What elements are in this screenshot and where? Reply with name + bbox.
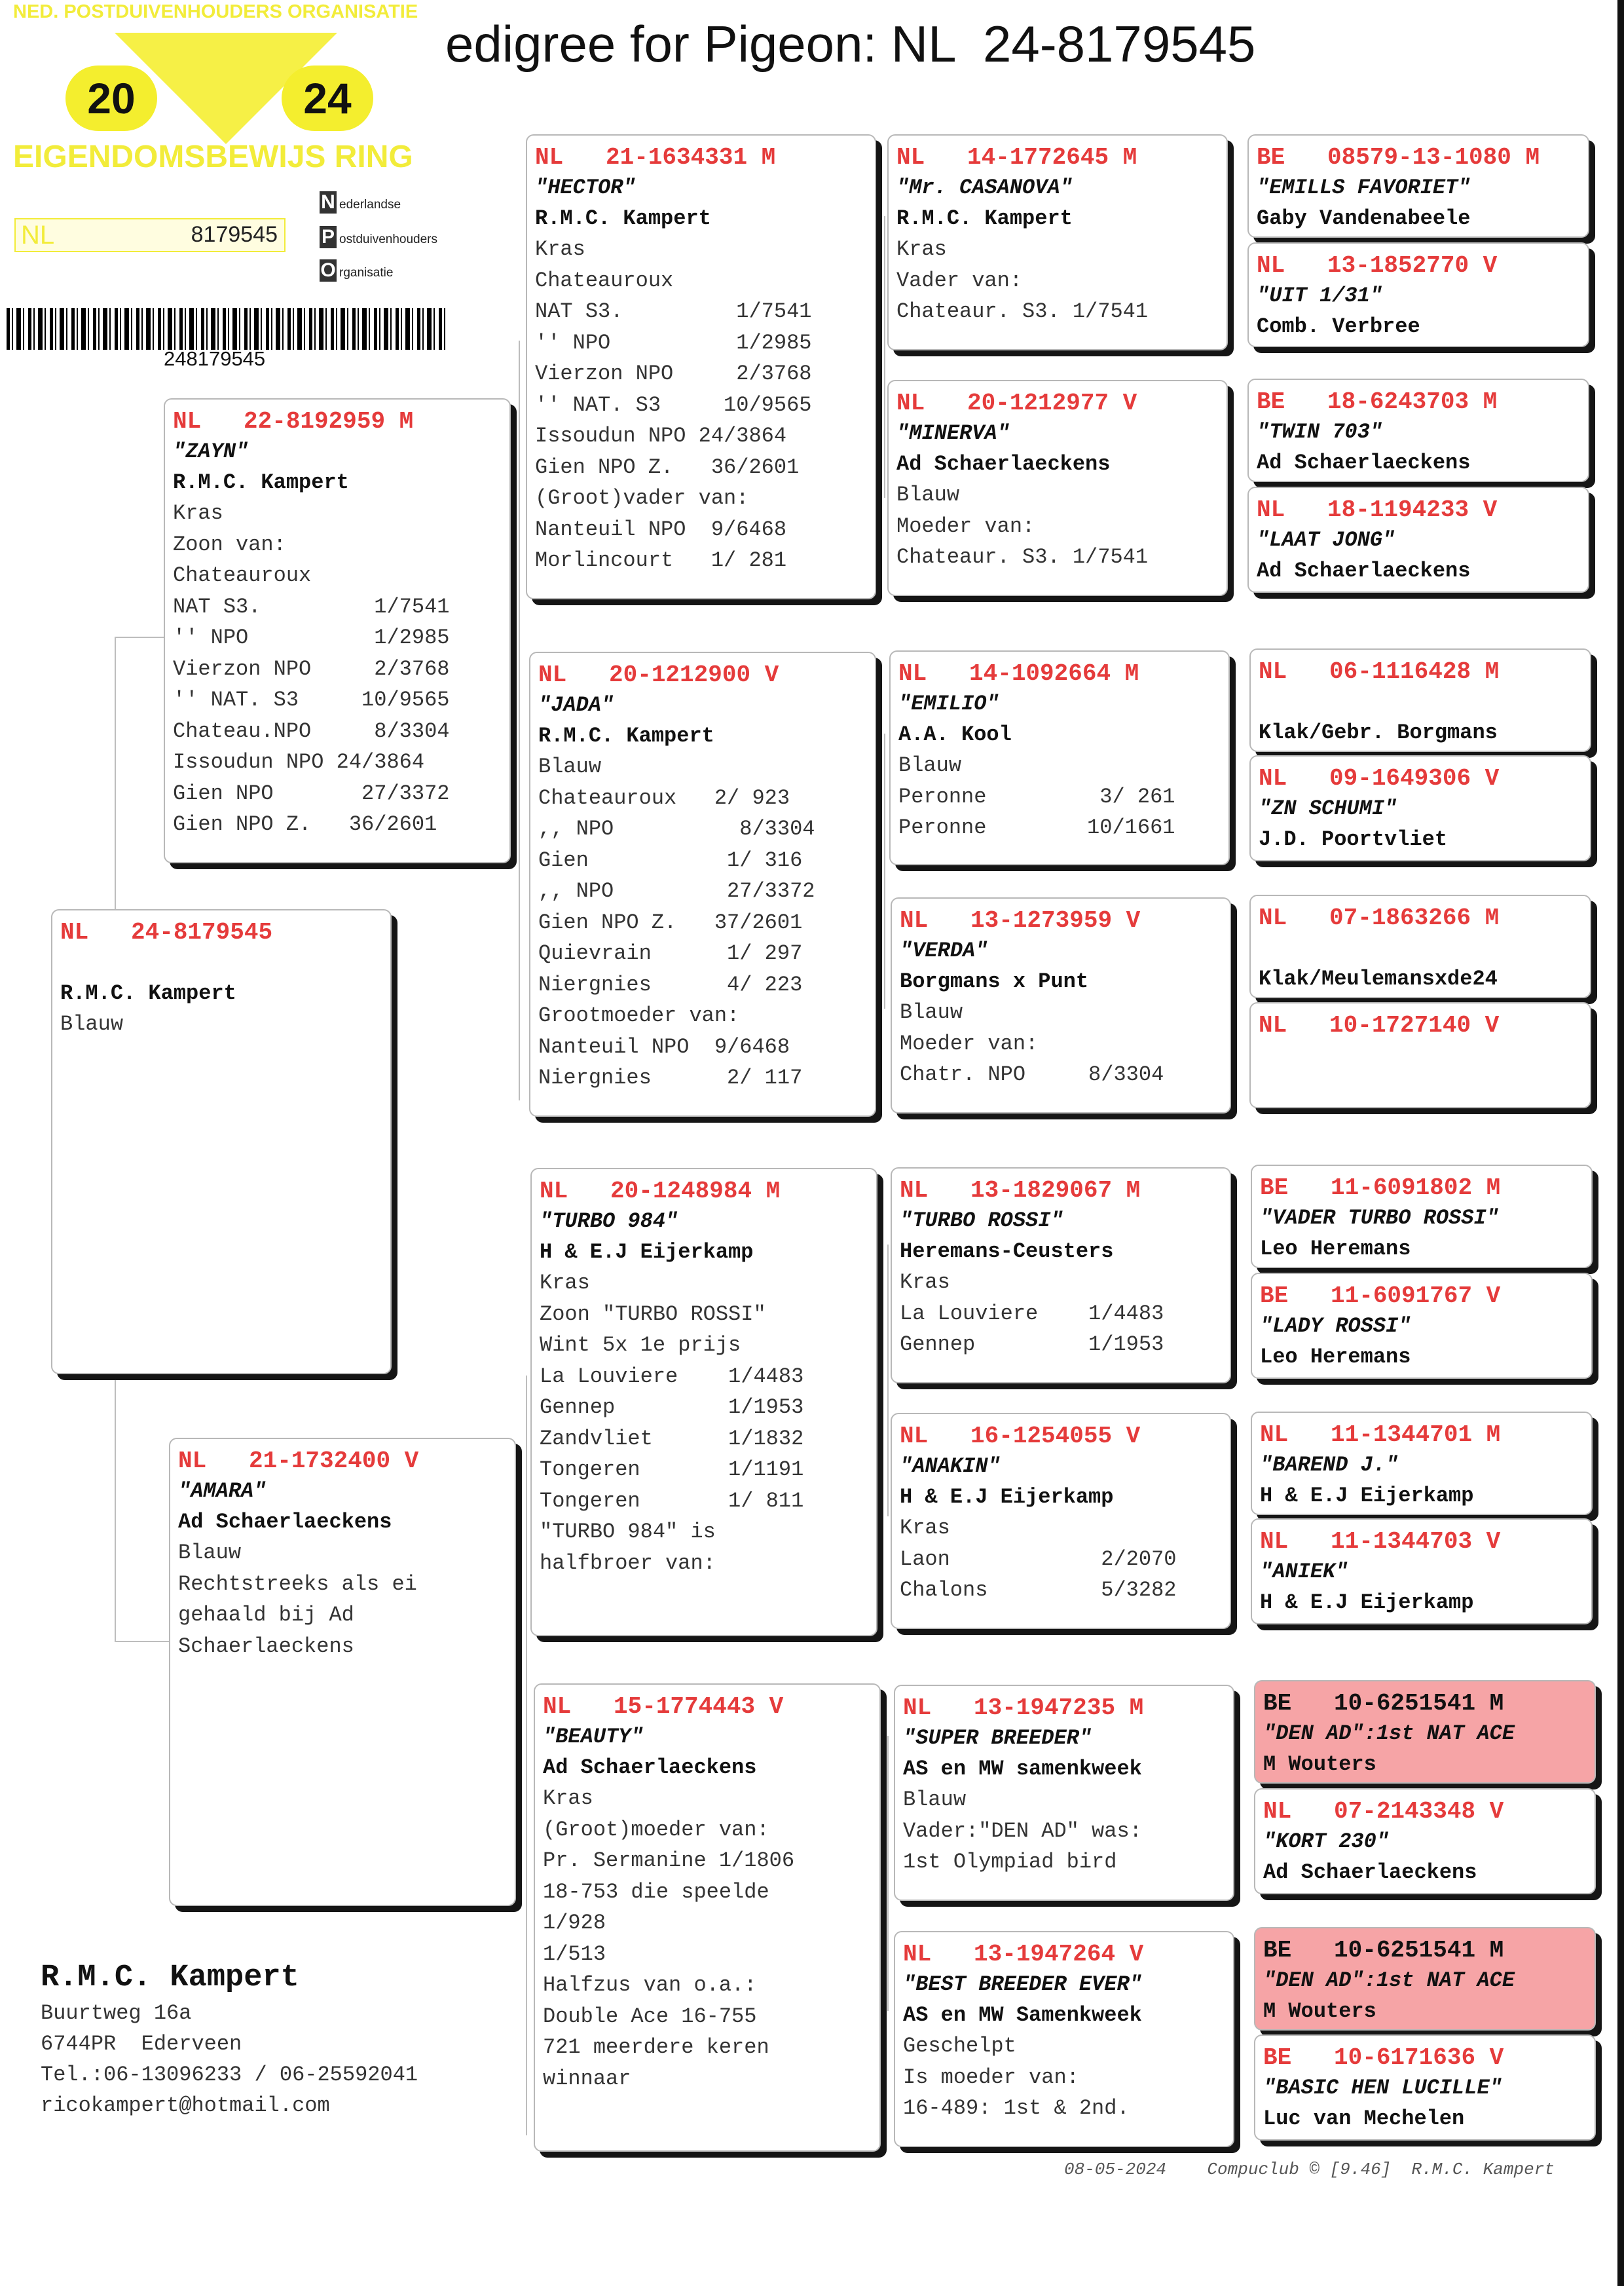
connector-line [115,637,167,638]
detail-line: Chateaur. S3. 1/7541 [896,299,1149,324]
page-edge [1617,0,1624,2286]
detail-line: Kras [173,501,223,525]
detail-line: Kras [900,1270,950,1294]
owner: H & E.J Eijerkamp [900,1485,1114,1509]
detail-line: Chateaur. S3. 1/7541 [896,545,1149,569]
pigeon-card-subject[interactable] [51,909,392,1374]
detail-line: Chalons 5/3282 [900,1578,1177,1602]
pigeon-name [1259,933,1590,964]
ring-word: RING [334,140,413,174]
pigeon-card-g4-11[interactable] [1251,1412,1593,1515]
connector-line [526,1376,527,2135]
breeder-email[interactable]: ricokampert@hotmail.com [41,2093,330,2118]
owner: R.M.C. Kampert [173,470,349,495]
detail-line: Tongeren 1/ 811 [540,1488,804,1513]
detail-line: Gien 1/ 316 [538,848,803,872]
detail-line: Blauw [538,755,602,779]
detail-line: 1/513 [543,1941,606,1966]
ring-ownership-label [13,139,413,175]
owner: Luc van Mechelen [1263,2107,1465,2131]
connector-line [519,341,520,1100]
detail-line: '' NAT. S3 10/9565 [535,392,812,417]
ring-number: BE 10-6251541 M [1263,1937,1504,1964]
pigeon-card-ssd[interactable] [887,380,1228,596]
breeder-name: R.M.C. Kampert [41,1960,299,1995]
detail-line: Blauw [60,1012,124,1036]
pigeon-card-g4-1[interactable] [1247,134,1589,238]
detail-line: Zoon van: [173,532,286,557]
pigeon-card-g4-16[interactable] [1254,2034,1596,2141]
ring-number: NL 18-1194233 V [1257,497,1498,523]
detail-line: NAT S3. 1/7541 [535,299,812,324]
ring-number: NL 06-1116428 M [1259,658,1500,685]
pigeon-name: "UIT 1/31" [1257,284,1383,308]
detail-line: '' NAT. S3 10/9565 [173,688,450,712]
ring-number: NL 13-1852770 V [1257,252,1498,279]
detail-line: Kras [896,237,947,261]
barcode [7,308,445,350]
pigeon-name: "BASIC HEN LUCILLE" [1263,2076,1502,2100]
barcode-number: 248179545 [164,347,266,370]
pigeon-card-ddd[interactable] [894,1931,1234,2147]
pigeon-name: "JADA" [538,693,614,717]
pigeon-name: "TURBO ROSSI" [900,1209,1063,1233]
owner: Ad Schaerlaeckens [1257,559,1471,583]
detail-line: Blauw [896,483,960,507]
owner: Leo Heremans [1260,1237,1411,1261]
detail-line: Zoon "TURBO ROSSI" [540,1302,766,1326]
pigeon-card-g4-3[interactable] [1247,379,1589,482]
ring-number: BE 11-6091802 M [1260,1174,1501,1201]
pigeon-name: "SUPER BREEDER" [903,1726,1092,1750]
npo-logo-line-2: P ostduivenhouders [320,226,437,248]
pigeon-name: "BEAUTY" [543,1725,644,1749]
pigeon-card-g4-12[interactable] [1251,1518,1593,1624]
owner: Ad Schaerlaeckens [896,452,1111,476]
owner: R.M.C. Kampert [535,206,711,231]
owner: H & E.J Eijerkamp [540,1240,754,1264]
pigeon-card-g4-14[interactable] [1254,1788,1596,1894]
detail-line: Grootmoeder van: [538,1003,740,1028]
detail-line: Kras [540,1271,590,1295]
pigeon-name: "DEN AD":1st NAT ACE [1263,1721,1515,1746]
ring-number: NL 14-1092664 M [898,660,1139,687]
ring-year-left: 20 [65,66,157,131]
detail-line: ,, NPO 27/3372 [538,879,815,903]
detail-line: 1st Olympiad bird [903,1850,1117,1874]
pigeon-card-ss[interactable] [526,134,876,599]
detail-line: Vierzon NPO 2/3768 [173,656,450,681]
detail-line: Vierzon NPO 2/3768 [535,362,812,386]
detail-line: Nanteuil NPO 9/6468 [538,1034,790,1059]
ring-number: NL 10-1727140 V [1259,1012,1500,1039]
pigeon-name: "LADY ROSSI" [1260,1314,1411,1338]
detail-line: Issoudun NPO 24/3864 [535,424,787,448]
detail-line: halfbroer van: [540,1550,716,1575]
owner: Heremans-Ceusters [900,1239,1114,1264]
detail-line: Blauw [903,1788,967,1812]
owner: Leo Heremans [1260,1345,1411,1369]
pigeon-name: "TWIN 703" [1257,420,1383,444]
connector-line [115,1641,170,1642]
pigeon-card-dss[interactable] [891,1167,1231,1383]
pigeon-name: "MINERVA" [896,421,1010,445]
detail-line: Issoudun NPO 24/3864 [173,750,425,774]
detail-line: Is moeder van: [903,2065,1079,2089]
detail-line: Zandvliet 1/1832 [540,1426,804,1451]
owner: R.M.C. Kampert [538,724,714,748]
detail-line: Double Ace 16-755 [543,2004,757,2029]
pigeon-card-g4-7[interactable] [1249,895,1591,998]
ring-number: 8179545 [191,222,278,247]
pigeon-name: "BAREND J." [1260,1453,1399,1477]
owner: R.M.C. Kampert [60,981,236,1005]
ring-number: NL 20-1212977 V [896,390,1137,417]
pigeon-name: "DEN AD":1st NAT ACE [1263,1968,1515,1993]
ring-number: NL 07-2143348 V [1263,1798,1504,1825]
detail-line: La Louviere 1/4483 [900,1301,1164,1326]
detail-line: 1/928 [543,1911,606,1935]
detail-line: Chateau.NPO 8/3304 [173,719,450,743]
owner: Ad Schaerlaeckens [1257,451,1471,475]
ring-number: BE 11-6091767 V [1260,1283,1501,1309]
ring-number: NL 13-1273959 V [900,907,1141,934]
connector-line [887,1245,889,1516]
breeder-city: 6744PR Ederveen [41,2032,242,2056]
detail-line: "TURBO 984" is [540,1520,716,1544]
pigeon-name: "VERDA" [900,939,988,963]
pigeon-card-dam[interactable] [169,1438,516,1906]
detail-line: NAT S3. 1/7541 [173,594,450,619]
ring-number: NL 11-1344701 M [1260,1421,1501,1448]
owner: M Wouters [1263,1752,1376,1776]
detail-line: Gien NPO Z. 36/2601 [173,812,437,836]
ring-number: BE 18-6243703 M [1257,388,1498,415]
pigeon-name [1259,686,1590,717]
pigeon-name: "ZAYN" [173,440,249,464]
ring-number: NL 16-1254055 V [900,1423,1141,1450]
detail-line: Morlincourt 1/ 281 [535,548,787,572]
ring-number: NL 13-1829067 M [900,1177,1141,1204]
owner: H & E.J Eijerkamp [1260,1484,1474,1508]
pigeon-card-g4-5[interactable] [1249,648,1591,752]
detail-line: '' NPO 1/2985 [535,330,812,355]
npo-logo-line-3: O rganisatie [320,259,394,281]
detail-line: Schaerlaeckens [178,1634,354,1658]
ring-number: NL 07-1863266 M [1259,905,1500,931]
pigeon-name: "ANAKIN" [900,1454,1001,1478]
pigeon-card-sss[interactable] [887,134,1228,350]
connector-line [115,1369,116,1641]
detail-line: Blauw [178,1541,242,1565]
pigeon-card-sds[interactable] [889,650,1230,865]
pigeon-name: "Mr. CASANOVA" [896,176,1073,200]
detail-line: gehaald bij Ad [178,1603,354,1627]
detail-line: Kras [535,237,585,261]
pigeon-name: "VADER TURBO ROSSI" [1260,1206,1499,1230]
connector-line [884,734,885,1009]
detail-line: Gien NPO Z. 37/2601 [538,910,803,935]
pigeon-card-g4-13[interactable] [1254,1680,1596,1784]
pigeon-card-g4-4[interactable] [1247,487,1589,593]
ring-number: NL 11-1344703 V [1260,1528,1501,1555]
pigeon-name [1259,1040,1590,1071]
pigeon-name [60,947,390,978]
detail-line: 721 meerdere keren [543,2035,769,2059]
detail-line: Halfzus van o.a.: [543,1973,757,1997]
detail-line: Moeder van: [900,1031,1039,1056]
detail-line: 16-489: 1st & 2nd. [903,2096,1130,2120]
owner: Ad Schaerlaeckens [178,1510,392,1534]
owner: Borgmans x Punt [900,969,1089,994]
ring-number: BE 10-6251541 M [1263,1690,1504,1717]
detail-line: Niergnies 4/ 223 [538,972,803,997]
detail-line: ,, NPO 8/3304 [538,817,815,841]
pigeon-card-dds[interactable] [894,1685,1234,1901]
detail-line: 18-753 die speelde [543,1879,769,1904]
connector-line [115,637,116,912]
footer-text: 08-05-2024 Compuclub © [9.46] R.M.C. Kampert [1064,2160,1555,2179]
detail-line: Gennep 1/1953 [900,1332,1164,1357]
ring-number: NL 22-8192959 M [173,408,414,435]
detail-line: Rechtstreeks als ei [178,1571,417,1596]
pigeon-card-dsd[interactable] [891,1413,1231,1629]
pigeon-name: "TURBO 984" [540,1209,678,1233]
detail-line: Blauw [900,1000,963,1024]
pigeon-card-g4-2[interactable] [1247,242,1589,347]
pigeon-card-g4-10[interactable] [1251,1273,1593,1379]
detail-line: Gennep 1/1953 [540,1395,804,1419]
detail-line: Chateauroux [535,268,674,293]
owner: AS en MW Samenkweek [903,2003,1142,2027]
pigeon-name: "KORT 230" [1263,1829,1390,1854]
detail-line: Nanteuil NPO 9/6468 [535,517,787,542]
pigeon-card-g4-6[interactable] [1249,755,1591,861]
pigeon-card-ds[interactable] [530,1168,877,1636]
detail-line: Peronne 10/1661 [898,815,1175,840]
ring-number: NL 20-1248984 M [540,1178,781,1205]
owner: Gaby Vandenabeele [1257,206,1471,231]
detail-line: Chateauroux [173,563,312,588]
detail-line: Quievrain 1/ 297 [538,941,803,965]
ring-number: NL 13-1947235 M [903,1695,1144,1721]
pigeon-name: "ANIEK" [1260,1560,1348,1584]
ring-number: NL 21-1634331 M [535,144,776,171]
pigeon-card-g4-8[interactable] [1249,1002,1591,1108]
detail-line: Laon 2/2070 [900,1546,1177,1571]
detail-line: Chatr. NPO 8/3304 [900,1062,1164,1087]
pigeon-card-g4-15[interactable] [1254,1927,1596,2031]
owner: H & E.J Eijerkamp [1260,1590,1474,1615]
pigeon-name: "ZN SCHUMI" [1259,796,1397,821]
owner: J.D. Poortvliet [1259,827,1448,852]
page-title: edigree for Pigeon: NL 24-8179545 [445,15,1256,73]
owner: Klak/Gebr. Borgmans [1259,721,1498,745]
breeder-info [41,1958,418,2121]
detail-line: Moeder van: [896,514,1035,538]
ring-ownership-word: EIGENDOMSBEWIJS [13,140,326,174]
pigeon-name: "HECTOR" [535,176,636,200]
owner: Comb. Verbree [1257,314,1420,339]
owner: Ad Schaerlaeckens [543,1755,757,1780]
detail-line: Vader van: [896,268,1023,293]
detail-line: Niergnies 2/ 117 [538,1066,803,1090]
detail-line: (Groot)moeder van: [543,1817,769,1842]
ring-number: NL 24-8179545 [60,919,273,946]
breeder-street: Buurtweg 16a [41,2001,192,2025]
detail-line: Vader:"DEN AD" was: [903,1818,1142,1843]
detail-line: Pr. Sermanine 1/1806 [543,1848,795,1873]
detail-line: Kras [900,1516,950,1540]
owner: A.A. Kool [898,722,1012,747]
owner: M Wouters [1263,1999,1376,2023]
detail-line: (Groot)vader van: [535,486,749,510]
pigeon-name: "EMILIO" [898,692,999,716]
owner: AS en MW samenkweek [903,1757,1142,1781]
pigeon-name: "EMILLS FAVORIET" [1257,176,1471,200]
detail-line: Peronne 3/ 261 [898,784,1175,809]
connector-line [887,1736,889,2011]
ring-number: BE 08579-13-1080 M [1257,144,1540,171]
detail-line: Kras [543,1786,593,1810]
pigeon-name: "AMARA" [178,1479,267,1503]
breeder-phone: Tel.:06-13096233 / 06-25592041 [41,2063,418,2087]
detail-line: Wint 5x 1e prijs [540,1333,741,1357]
pigeon-card-sdd[interactable] [891,897,1231,1114]
ring-number: NL 13-1947264 V [903,1941,1144,1968]
ring-number: NL 15-1774443 V [543,1693,784,1720]
detail-line: winnaar [543,2066,631,2091]
pigeon-card-g4-9[interactable] [1251,1165,1593,1268]
ring-year-right: 24 [282,66,373,131]
pigeon-card-dd[interactable] [534,1683,881,2152]
ring-org-name: NED. POSTDUIVENHOUDERS ORGANISATIE [13,1,418,22]
pigeon-name: "BEST BREEDER EVER" [903,1972,1142,1996]
pigeon-card-sire[interactable] [164,398,511,863]
ring-number: NL 14-1772645 M [896,144,1137,171]
detail-line: Chateauroux 2/ 923 [538,785,790,810]
ring-number: NL 21-1732400 V [178,1448,419,1474]
ring-country: NL [21,221,55,250]
detail-line: Gien NPO Z. 36/2601 [535,455,800,479]
ring-number-box [14,218,286,252]
npo-logo-line-1: N ederlandse [320,191,401,214]
detail-line: Geschelpt [903,2034,1016,2058]
detail-line: Gien NPO 27/3372 [173,781,450,806]
owner: R.M.C. Kampert [896,206,1073,231]
ring-number: BE 10-6171636 V [1263,2044,1504,2071]
detail-line: La Louviere 1/4483 [540,1364,804,1389]
detail-line: '' NPO 1/2985 [173,626,450,650]
ring-number: NL 20-1212900 V [538,662,779,688]
pigeon-card-sd[interactable] [529,652,876,1117]
owner: Ad Schaerlaeckens [1263,1860,1477,1884]
owner: Klak/Meulemansxde24 [1259,967,1498,991]
ownership-card [0,0,452,370]
pigeon-name: "LAAT JONG" [1257,528,1395,552]
connector-line [884,216,885,498]
detail-line: Tongeren 1/1191 [540,1457,804,1482]
ring-number: NL 09-1649306 V [1259,765,1500,792]
detail-line: Blauw [898,753,962,778]
